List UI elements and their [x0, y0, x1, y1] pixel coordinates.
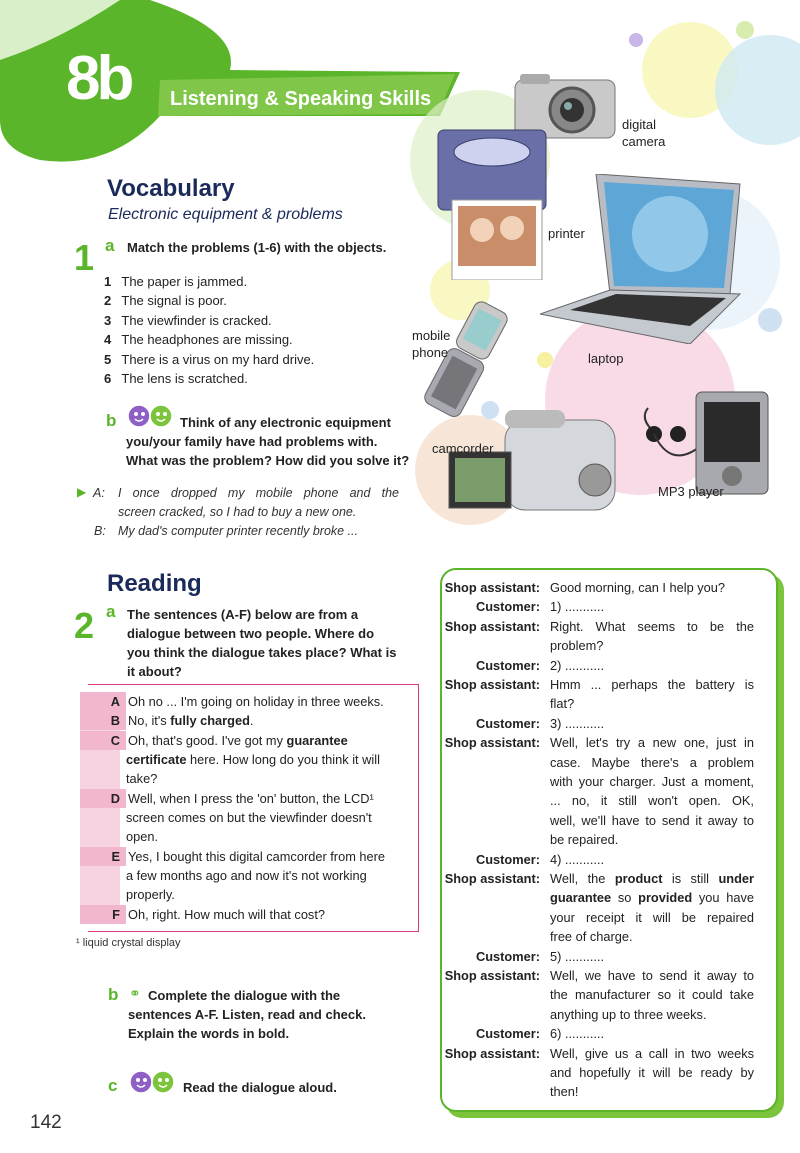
- sentence-c-line-3: take?: [126, 771, 158, 786]
- exercise-2a-line-1: The sentences (A-F) below are from a: [127, 607, 359, 622]
- dialogue-line: and hopefully it will be ready by: [550, 1064, 754, 1080]
- dialogue-line: then!: [550, 1084, 579, 1100]
- pair-work-icon-2: [128, 1070, 178, 1094]
- dialogue-turn: [440, 869, 770, 947]
- exercise-1a-instruction: Match the problems (1-6) with the objects.: [127, 240, 387, 255]
- mobile-phone-image: [420, 300, 510, 420]
- dialogue-line: the manufacturer so it could take: [550, 987, 754, 1003]
- dialogue-line: Well, let's try a new one, just in: [550, 735, 754, 751]
- exercise-2-number: 2: [74, 605, 95, 646]
- laptop-image: [540, 174, 750, 344]
- dialogue-line: Well, we have to send it away to: [550, 968, 754, 983]
- dialogue-line: case. Maybe there's a problem: [550, 754, 754, 770]
- sentence-d: D Well, when I press the 'on' button, the LCD¹: [80, 789, 402, 808]
- dialogue-turn: [440, 714, 770, 733]
- dialogue-line: free of charge.: [550, 929, 633, 945]
- exercise-2a-letter: a: [106, 602, 116, 621]
- dialogue-line: 4) ...........: [550, 851, 605, 867]
- dialogue-line: with your charger. Just a moment,: [550, 773, 754, 789]
- label-mp3-player: MP3 player: [658, 484, 724, 499]
- exercise-2a-line-3: you think the dialogue takes place? What is: [127, 645, 397, 660]
- dialogue-line: your receipt it will be repaired: [550, 909, 754, 925]
- label-laptop: laptop: [588, 351, 624, 366]
- dialogue-line: Right. What seems to be the: [550, 618, 754, 634]
- example-a-line-1: I once dropped my mobile phone and the: [118, 486, 399, 500]
- example-a-line-2: screen cracked, so I had to buy a new one.: [118, 505, 357, 519]
- exercise-1b-instruction-1: Think of any electronic equipment: [180, 415, 391, 430]
- label-digital-camera-2: camera: [622, 134, 666, 149]
- exercise-2b-line-2: sentences A-F. Listen, read and check.: [128, 1007, 366, 1022]
- list-item: 5 There is a virus on my hard drive.: [104, 351, 315, 367]
- speaker-label: Customer:: [476, 851, 540, 867]
- label-mobile-2: phone: [412, 345, 449, 360]
- camcorder-image: [445, 410, 625, 530]
- dialogue-line: guarantee so provided you have: [550, 890, 754, 906]
- dialogue-line: Well, the product is still under: [550, 871, 754, 886]
- label-camcorder: camcorder: [432, 441, 494, 456]
- exercise-2a-line-2: dialogue between two people. Where do: [127, 626, 375, 641]
- exercise-2c-text: Read the dialogue aloud.: [183, 1080, 337, 1095]
- sentence-b: B No, it's fully charged.: [80, 711, 402, 730]
- dialogue-turn: [440, 733, 770, 849]
- problem-list: [104, 272, 314, 388]
- sentence-e-line-3: properly.: [126, 887, 175, 902]
- exercise-1b-instruction-2: you/your family have had problems with.: [126, 434, 378, 449]
- list-item: 2 The signal is poor.: [104, 293, 227, 309]
- exercise-2a-line-4: it about?: [127, 664, 182, 679]
- pair-work-icon: [126, 404, 176, 428]
- example-speaker-a: A:: [93, 486, 105, 500]
- example-b-line-1: My dad's computer printer recently broke ...: [118, 524, 358, 538]
- exercise-1b-instruction-3: What was the problem? How did you solve it?: [126, 453, 410, 468]
- arrow-icon: ▶: [77, 485, 87, 499]
- dialogue-turn: [440, 966, 770, 1024]
- dialogue-line: Hmm ... perhaps the battery is: [550, 677, 754, 692]
- unit-title: Listening & Speaking Skills: [170, 88, 432, 110]
- dialogue-turn: [440, 850, 770, 869]
- dialogue-line: problem?: [550, 638, 604, 654]
- dialogue-line: be repaired.: [550, 832, 619, 848]
- label-mobile-1: mobile: [412, 328, 451, 343]
- sentence-f: F Oh, right. How much will that cost?: [80, 905, 402, 924]
- dialogue-turn: [440, 656, 770, 675]
- speaker-label: Customer:: [476, 1026, 540, 1042]
- footnote: ¹ liquid crystal display: [76, 937, 181, 949]
- mp3-player-image: [640, 388, 775, 498]
- sentence-c-line-2: certificate here. How long do you think it will: [126, 752, 380, 767]
- speaker-label: Shop assistant:: [444, 580, 540, 595]
- list-item: 6 The lens is scratched.: [104, 371, 248, 387]
- list-item: 4 The headphones are missing.: [104, 332, 293, 348]
- label-printer: printer: [548, 226, 585, 241]
- dialogue-line: anything up to three weeks.: [550, 1006, 707, 1022]
- sentence-e: E Yes, I bought this digital camcorder from here: [80, 847, 402, 866]
- exercise-1a-letter: a: [105, 236, 115, 255]
- speaker-label: Shop assistant:: [444, 968, 540, 983]
- dialogue-line: 5) ...........: [550, 948, 605, 964]
- exercise-1b-letter: b: [106, 411, 117, 430]
- speaker-label: Shop assistant:: [444, 871, 540, 886]
- dialogue-turn: [440, 947, 770, 966]
- dialogue-line: 6) ...........: [550, 1026, 605, 1042]
- exercise-2c-letter: c: [108, 1076, 118, 1095]
- dialogue-line: 3) ...........: [550, 715, 605, 731]
- sentence-d-line-2: screen comes on but the viewfinder doesn't: [126, 810, 372, 825]
- speaker-label: Shop assistant:: [444, 677, 540, 692]
- vocabulary-heading: Vocabulary: [107, 175, 235, 202]
- exercise-1-number: 1: [74, 237, 95, 278]
- label-digital-camera-1: digital: [622, 117, 656, 132]
- speaker-label: Shop assistant:: [444, 1045, 540, 1061]
- dialogue-line: well, we'll have to send it away to: [550, 812, 754, 828]
- sentence-d-line-3: open.: [126, 829, 159, 844]
- reading-heading: Reading: [107, 570, 202, 597]
- speaker-label: Customer:: [476, 715, 540, 731]
- dialogue-turn: [440, 617, 770, 656]
- list-item: 1 The paper is jammed.: [104, 274, 248, 289]
- dialogue-turn: [440, 1044, 770, 1102]
- vocabulary-subheading: Electronic equipment & problems: [108, 206, 343, 223]
- exercise-2b-line-1: Complete the dialogue with the: [148, 988, 341, 1003]
- dialogue-line: ... no, it still won't open. OK,: [550, 793, 754, 809]
- page-number: 142: [30, 1112, 62, 1133]
- listen-icon: ⚭: [129, 985, 141, 1001]
- dialogue-line: 1) ...........: [550, 599, 605, 615]
- speaker-label: Shop assistant:: [444, 735, 540, 751]
- dialogue-line: 2) ...........: [550, 657, 605, 673]
- list-item: 3 The viewfinder is cracked.: [104, 312, 272, 328]
- dialogue-turn: [440, 597, 770, 616]
- speaker-label: Customer:: [476, 948, 540, 964]
- speaker-label: Customer:: [476, 599, 540, 615]
- dialogue-turn: [440, 675, 770, 714]
- speaker-label: Customer:: [476, 657, 540, 673]
- speaker-label: Shop assistant:: [444, 618, 540, 634]
- exercise-2b-line-3: Explain the words in bold.: [128, 1026, 290, 1041]
- sentence-c: C Oh, that's good. I've got my guarantee: [80, 731, 402, 750]
- dialogue-line: Well, give us a call in two weeks: [550, 1045, 754, 1061]
- sentence-e-line-2: a few months ago and now it's not working: [126, 868, 367, 883]
- sentence-a: A Oh no ... I'm going on holiday in three weeks.: [80, 692, 402, 711]
- dialogue-turn: [440, 578, 770, 597]
- dialogue-line: Good morning, can I help you?: [550, 580, 726, 595]
- example-speaker-b: B:: [94, 524, 106, 538]
- exercise-2b-letter: b: [108, 985, 119, 1004]
- unit-number: 8b: [66, 44, 131, 113]
- dialogue-turn: [440, 1024, 770, 1043]
- dialogue-line: flat?: [550, 696, 575, 712]
- printer-image: [432, 120, 552, 280]
